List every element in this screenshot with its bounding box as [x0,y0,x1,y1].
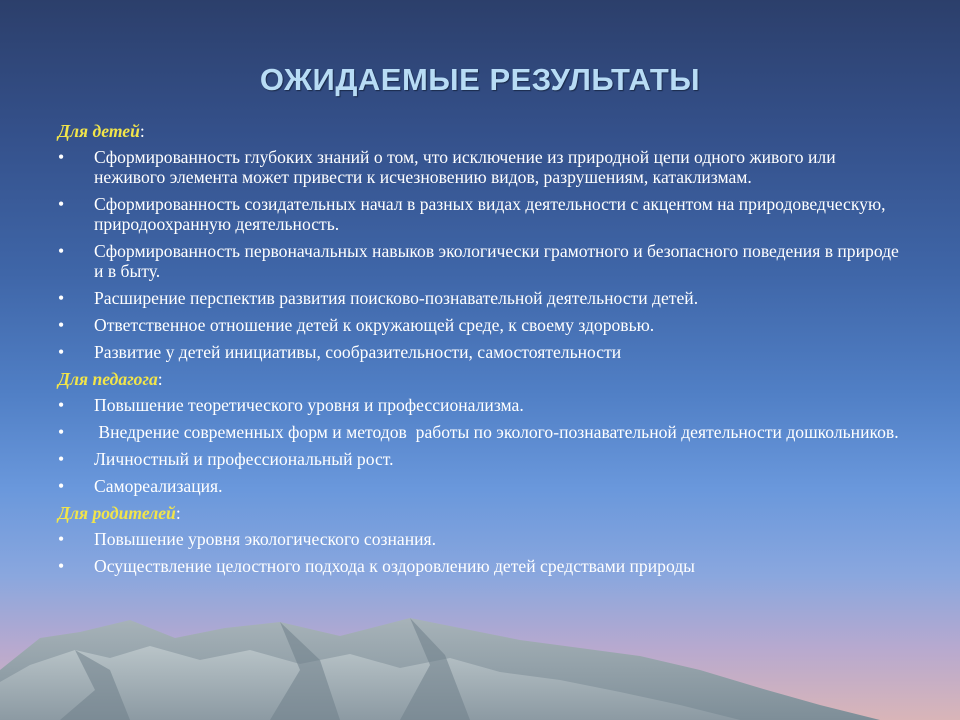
section-heading-teacher-label: Для педагога [58,369,158,389]
bullet-icon: • [58,147,65,167]
list-item-text: Осуществление целостного подхода к оздоровлению детей средствами природы [94,556,696,576]
list-item-text: Самореализация. [94,476,223,496]
list-item [58,422,900,442]
bullet-icon: • [58,529,65,549]
bullet-list-children [58,147,900,362]
slide-content [58,121,900,583]
list-item [58,241,900,281]
section-heading-parents [58,503,900,523]
list-item [58,288,900,308]
bullet-icon: • [58,194,65,214]
list-item-text: Развитие у детей инициативы, сообразительности, самостоятельности [94,342,622,362]
list-item [58,147,900,187]
section-heading-teacher [58,369,900,389]
bullet-icon: • [58,476,65,496]
bullet-icon: • [58,342,65,362]
mountain-range-illustration [0,610,960,720]
list-item [58,194,900,234]
list-item [58,342,900,362]
section-heading-children [58,121,900,141]
bullet-icon: • [58,556,65,576]
list-item-text: Личностный и профессиональный рост. [94,449,394,469]
list-item-text: Расширение перспектив развития поисково-познавательной деятельности детей. [94,288,699,308]
list-item-text: Повышение теоретического уровня и профессионализма. [94,395,524,415]
bullet-icon: • [58,395,65,415]
list-item-text: Сформированность созидательных начал в разных видах деятельности с акцентом на природоведческую, природоохранную деятельность. [94,194,886,234]
list-item-text: Сформированность глубоких знаний о том, что исключение из природной цепи одного живого или неживого элемента может привести к исчезновению видов, разрушениям, катаклизмам. [94,147,836,187]
section-heading-children-label: Для детей [58,121,140,141]
section-heading-colon: : [157,369,163,389]
section-heading-colon: : [175,503,181,523]
list-item-text: Повышение уровня экологического сознания. [94,529,437,549]
bullet-icon: • [58,241,65,261]
bullet-list-teacher [58,395,900,496]
section-heading-colon: : [139,121,145,141]
list-item-text: Сформированность первоначальных навыков экологически грамотного и безопасного поведения в природе и в быту. [94,241,899,281]
list-item [58,449,900,469]
list-item-text: Ответственное отношение детей к окружающей среде, к своему здоровью. [94,315,655,335]
bullet-icon: • [58,422,65,442]
section-heading-parents-label: Для родителей [58,503,176,523]
list-item [58,556,900,576]
bullet-list-parents [58,529,900,576]
bullet-icon: • [58,449,65,469]
list-item [58,476,900,496]
list-item [58,529,900,549]
list-item [58,315,900,335]
slide-title: ОЖИДАЕМЫЕ РЕЗУЛЬТАТЫ [259,62,701,97]
list-item-text: Внедрение современных форм и методов работы по эколого-познавательной деятельности дошкольников. [94,422,899,442]
bullet-icon: • [58,315,65,335]
bullet-icon: • [58,288,65,308]
list-item [58,395,900,415]
